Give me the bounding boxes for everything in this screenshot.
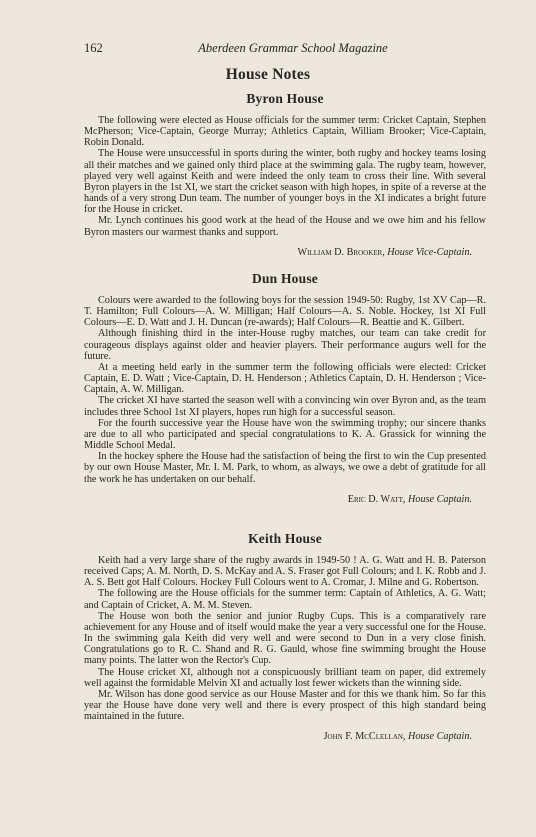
paragraph: The following are the House officials for the summer term: Captain of Athletics, A. G. Watt; and Captain of Cricket, A. M. M. Steven. [84, 588, 486, 611]
dun-house-section [84, 271, 486, 505]
paragraph: The cricket XI have started the season well with a convincing win over Byron and, as the team includes three School 1st XI players, hopes run high for a successful season. [84, 395, 486, 418]
paragraph: The House cricket XI, although not a conspicuously brilliant team on paper, did extremely well against the formidable Melvin XI and actually lost fewer wickets than the winning side. [84, 666, 486, 689]
signature-role: House Vice-Captain. [387, 246, 472, 258]
signature-name: William D. Brooker, [297, 246, 385, 258]
paragraph: Although finishing third in the inter-House rugby matches, our team can take credit for courageous displays against older and heavier players. Their performance augurs well for the future. [84, 328, 486, 362]
paragraph: Colours were awarded to the following boys for the session 1949-50: Rugby, 1st XV Cap—R. T. Hamilton; Full Colours—A. W. Milligan; Half Colours—A. S. Noble. Hockey, 1st XI Full Colours—E. D. Watt and J. H. Duncan (re-awards); Half Colours—R. Beattie and K. Gilbert. [84, 295, 486, 329]
paragraph: Mr. Lynch continues his good work at the head of the House and we owe him and his fellow Byron masters our warmest thanks and support. [84, 215, 486, 238]
signature [84, 494, 486, 505]
section-title: Dun House [252, 271, 318, 286]
running-head [84, 41, 474, 57]
paragraph: The House were unsuccessful in sports during the winter, both rugby and hockey teams losing all their matches and we gained only third place at the swimming gala. The rugby team, however, played very well against Keith and were indeed the only team to cross their line. With several Byron players in the 1st XI, we start the cricket season with high hopes, in spite of a reverse at the hands of a very strong Dun team. The number of younger boys in the XI indicates a bright future for the House in cricket. [84, 148, 486, 216]
paragraph: Keith had a very large share of the rugby awards in 1949-50 ! A. G. Watt and H. B. Paterson received Caps; A. M. North, D. S. McKay and A. S. Fraser got Full Colours; and I. K. Robb and J. A. S. Bett got Half Colours. Hockey Full Colours went to A. Cromar, J. Milne and G. Robertson. [84, 555, 486, 589]
journal-title: Aberdeen Grammar School Magazine [198, 41, 388, 55]
signature-name: John F. McClellan, [323, 731, 406, 743]
paragraph: Mr. Wilson has done good service as our House Master and for this we thank him. So far this year the House have done very well and there is every prospect of this high standard being maintained in the future. [84, 688, 486, 723]
signature [84, 731, 486, 742]
keith-house-section [84, 531, 486, 742]
paragraph: For the fourth successive year the House have won the swimming trophy; our sincere thanks are due to all who participated and special congratulations to K. A. Grassick for winning the Middle School Medal. [84, 417, 486, 452]
byron-house-section [84, 91, 486, 258]
section-title: Byron House [246, 91, 324, 106]
signature-role: House Captain. [408, 731, 472, 743]
section-title: Keith House [248, 531, 322, 546]
page-title: House Notes [225, 66, 311, 83]
page-number: 162 [84, 41, 103, 55]
paragraph: The following were elected as House officials for the summer term: Cricket Captain, Stephen McPherson; Vice-Captain, George Murray; Athletics Captain, William Brooker; Vice-Captain, Robin Donald. [84, 115, 486, 149]
signature [84, 247, 486, 258]
paragraph: The House won both the senior and junior Rugby Cups. This is a comparatively rare achievement for any House and of itself would make the year a very successful one for the House. In the swimming gala Keith did very well and were second to Dun in a very close finish. Congratulations go to R. C. Shand and R. G. Gauld, whose fine swimming brought the House many points. The latter won the Rector's Cup. [84, 610, 486, 667]
paragraph: In the hockey sphere the House had the satisfaction of being the first to win the Cup presented by our own House Master, Mr. I. M. Park, to whom, as always, we owe a debt of gratitude for all the work he has undertaken on our behalf. [84, 451, 486, 485]
signature-name: Eric D. Watt, [347, 493, 406, 505]
paragraph: At a meeting held early in the summer term the following officials were elected: Cricket Captain, E. D. Watt ; Vice-Captain, D. H. Henderson ; Athletics Captain, D. H. Henderson ; Vice-Captain, A. W. Milligan. [84, 361, 486, 396]
signature-role: House Captain. [408, 493, 472, 505]
